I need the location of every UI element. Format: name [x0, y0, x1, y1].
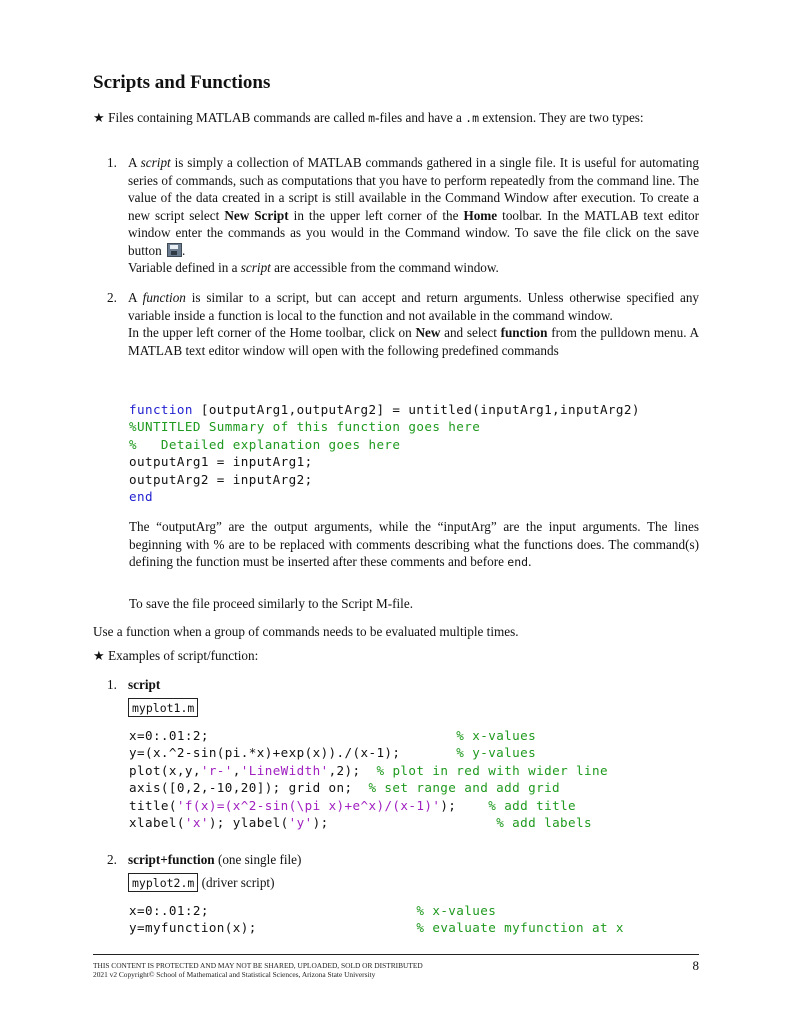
star-bullet: ★	[93, 110, 105, 125]
section-title: Scripts and Functions	[93, 72, 271, 93]
save-icon	[167, 243, 182, 257]
output-input-arg-paragraph: The “outputArg” are the output arguments, while the “inputArg” are the input arguments. The lines beginning with % are to be replaced with comments describing what the functions does. The command(s) defining the function must be inserted after these comments and before end.	[129, 519, 699, 569]
filename-box: myplot2.m	[128, 873, 198, 892]
footer-copyright: THIS CONTENT IS PROTECTED AND MAY NOT BE SHARED, UPLOADED, SOLD OR DISTRIBUTED 2021 v2 Copyright© School of Mathematical and Statistical Sciences, Arizona State University	[93, 961, 423, 979]
footer-divider	[93, 954, 699, 955]
function-description-item: 2. A function is similar to a script, but can accept and return arguments. Unless otherwise specified any variable inside a function is local to the function and not available in the command window. In the upper left corner of the Home toolbar, click on New and select function from the pulldown menu. A MATLAB text editor window will open with the following predefined commands	[107, 290, 699, 358]
page-number: 8	[692, 958, 699, 973]
function-template-code: function [outputArg1,outputArg2] = untitled(inputArg1,inputArg2) %UNTITLED Summary of this function goes here % Detailed explanation goes here outputArg1 = inputArg1; outputArg2 = inputArg2; end	[129, 402, 640, 505]
intro-paragraph: ★ Files containing MATLAB commands are called m-files and have a .m extension. They are two types:	[93, 110, 644, 125]
example-script-item: 1. script myplot1.m	[107, 676, 699, 717]
filename-box: myplot1.m	[128, 698, 198, 717]
myplot1-code: x=0:.01:2; % x-values y=(x.^2-sin(pi.*x)+exp(x))./(x-1); % y-values plot(x,y,'r-','LineWidth',2); % plot in red with wider line axis([0,2,-10,20]); grid on; % set range and add grid title('f(x)=(x^2-sin(\pi x)+e^x)/(x-1)'); % add title xlabel('x'); ylabel('y'); % add labels	[129, 728, 608, 831]
save-file-paragraph: To save the file proceed similarly to the Script M-file.	[129, 596, 413, 611]
script-description-item: 1. A script is simply a collection of MATLAB commands gathered in a single file. It is useful for automating series of commands, such as computations that you have to perform repeatedly from the command line. The value of the data created in a script is still available in the Command Window after execution. To create a new script select New Script in the upper left corner of the Home toolbar. In the MATLAB text editor window enter the commands as you would in the Command window. To save the file click on the save button . Variable defined in a script are accessible from the command window.	[107, 155, 699, 275]
examples-heading: ★ Examples of script/function:	[93, 648, 259, 663]
use-function-paragraph: Use a function when a group of commands needs to be evaluated multiple times.	[93, 624, 519, 639]
star-bullet: ★	[93, 648, 105, 663]
example-script-function-item: 2. script+function (one single file) myplot2.m (driver script)	[107, 852, 302, 890]
myplot2-code: x=0:.01:2; % x-values y=myfunction(x); % evaluate myfunction at x	[129, 903, 624, 936]
